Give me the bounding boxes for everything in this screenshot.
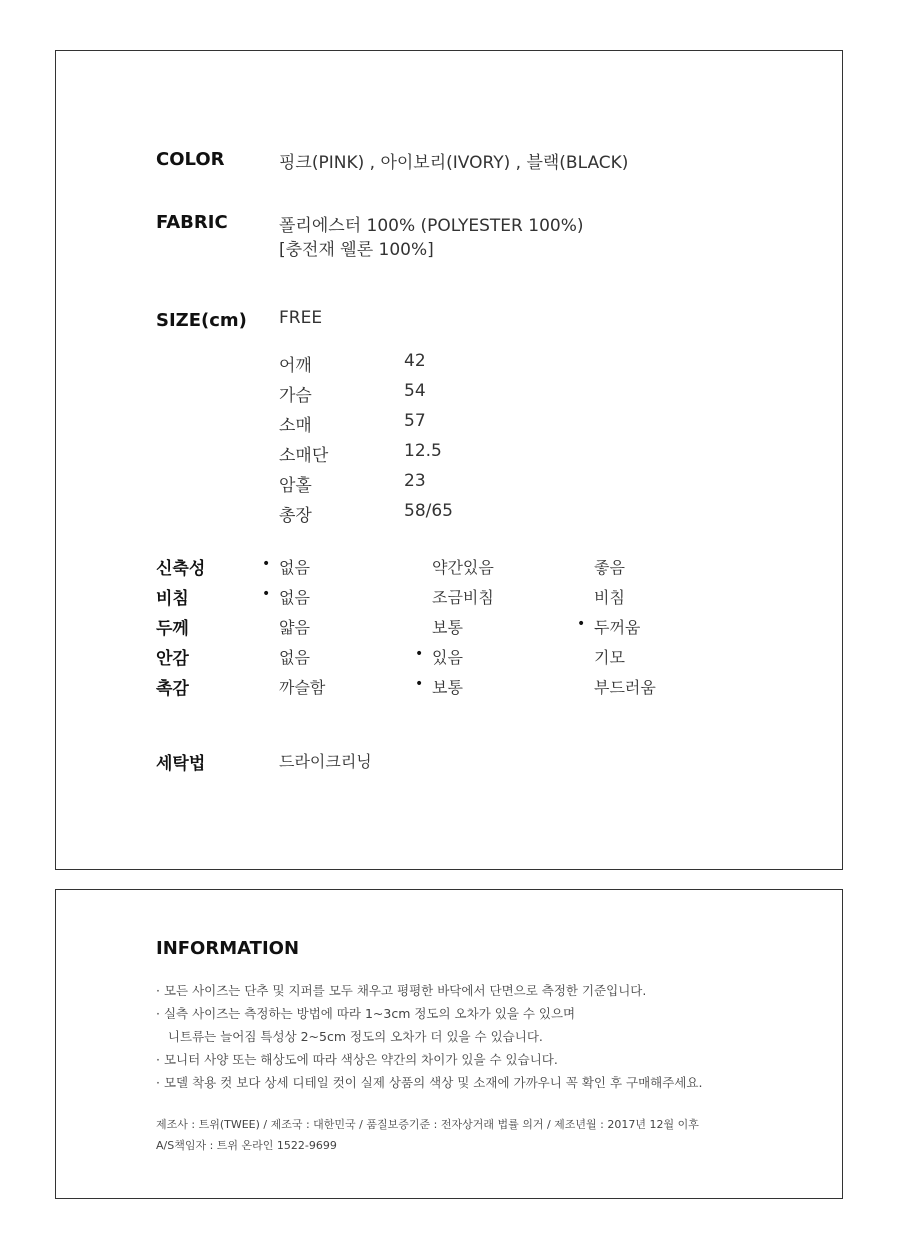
fabric-value-line2: [충전재 웰론 100%] (279, 240, 434, 260)
property-option: 보통 (432, 618, 463, 637)
information-note: 니트류는 늘어짐 특성상 2~5cm 정도의 오차가 더 있을 수 있습니다. (156, 1029, 543, 1044)
property-option: 얇음 (279, 618, 310, 637)
size-key: 암홀 (279, 476, 312, 496)
property-option: 보통 (432, 678, 463, 697)
fabric-label: FABRIC (156, 212, 228, 233)
property-option: 좋음 (594, 558, 625, 577)
color-label: COLOR (156, 149, 225, 170)
size-header: FREE (279, 308, 323, 328)
size-value: 58/65 (404, 501, 453, 521)
wash-label: 세탁법 (156, 754, 206, 774)
information-note: · 모델 착용 컷 보다 상세 디테일 컷이 실제 상품의 색상 및 소재에 가까우니 꼭 확인 후 구매해주세요. (156, 1075, 703, 1090)
selected-bullet-icon: • (262, 586, 271, 602)
as-contact-info: A/S책임자 : 트위 온라인 1522-9699 (156, 1139, 337, 1152)
size-value: 12.5 (404, 441, 442, 461)
property-option: 없음 (279, 648, 310, 667)
property-label: 신축성 (156, 559, 206, 579)
information-note: · 모니터 사양 또는 해상도에 따라 색상은 약간의 차이가 있을 수 있습니다. (156, 1052, 558, 1067)
property-option: 없음 (279, 588, 310, 607)
property-option: 부드러움 (594, 678, 656, 697)
property-option: 두꺼움 (594, 618, 641, 637)
information-note: · 모든 사이즈는 단추 및 지퍼를 모두 채우고 평평한 바닥에서 단면으로 측정한 기준입니다. (156, 983, 647, 998)
property-option: 있음 (432, 648, 463, 667)
size-key: 가슴 (279, 386, 312, 406)
property-option: 조금비침 (432, 588, 494, 607)
property-option: 까슬함 (279, 678, 326, 697)
size-value: 54 (404, 381, 426, 401)
fabric-value-line1: 폴리에스터 100% (POLYESTER 100%) (279, 216, 584, 236)
size-label: SIZE(cm) (156, 310, 247, 331)
size-key: 소매단 (279, 446, 329, 466)
property-option: 비침 (594, 588, 625, 607)
property-label: 촉감 (156, 679, 189, 699)
selected-bullet-icon: • (262, 556, 271, 572)
selected-bullet-icon: • (415, 676, 424, 692)
size-value: 23 (404, 471, 426, 491)
wash-value: 드라이크리닝 (279, 752, 372, 771)
size-key: 총장 (279, 506, 312, 526)
information-title: INFORMATION (156, 938, 300, 959)
size-value: 42 (404, 351, 426, 371)
selected-bullet-icon: • (415, 646, 424, 662)
selected-bullet-icon: • (577, 616, 586, 632)
manufacturer-info: 제조사 : 트위(TWEE) / 제조국 : 대한민국 / 품질보증기준 : 전자상거래 법률 의거 / 제조년월 : 2017년 12월 이후 (156, 1118, 699, 1131)
property-label: 비침 (156, 589, 189, 609)
size-value: 57 (404, 411, 426, 431)
property-option: 없음 (279, 558, 310, 577)
spec-panel (55, 50, 843, 870)
information-note: · 실측 사이즈는 측정하는 방법에 따라 1~3cm 정도의 오차가 있을 수 있으며 (156, 1006, 576, 1021)
size-key: 어깨 (279, 356, 312, 376)
information-panel (55, 889, 843, 1199)
color-value: 핑크(PINK) , 아이보리(IVORY) , 블랙(BLACK) (279, 153, 629, 173)
property-label: 안감 (156, 649, 189, 669)
property-label: 두께 (156, 619, 189, 639)
property-option: 약간있음 (432, 558, 494, 577)
size-key: 소매 (279, 416, 312, 436)
property-option: 기모 (594, 648, 625, 667)
